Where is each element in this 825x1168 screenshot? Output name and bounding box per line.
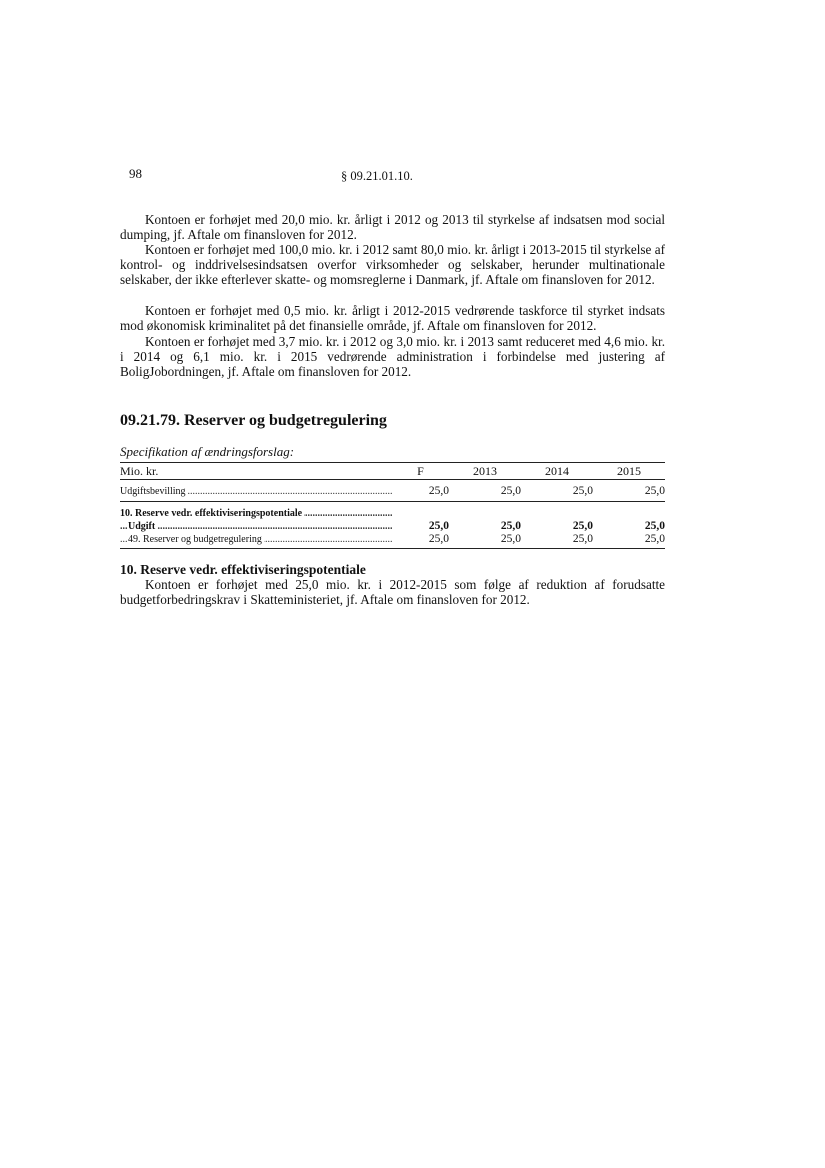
paragraph-closing: Kontoen er forhøjet med 25,0 mio. kr. i 2012-2015 som følge af reduktion af forudsatte budgetforbedringskrav i Skatteministeriet, jf. Aftale om finansloven for 2012. bbox=[120, 577, 665, 608]
row-value-2013: 25,0 bbox=[500, 533, 521, 545]
row-value-2014: 25,0 bbox=[572, 520, 593, 532]
row-label: Udgiftsbevilling ..... bbox=[120, 485, 392, 498]
specification-table bbox=[120, 462, 665, 549]
row-value-f: 25,0 bbox=[428, 485, 449, 497]
row-label: Udgift ..... bbox=[120, 520, 392, 533]
row-value-2013: 25,0 bbox=[500, 520, 521, 532]
column-header-unit: Mio. kr. bbox=[120, 465, 159, 478]
section-heading: 09.21.79. Reserver og budgetregulering bbox=[120, 412, 387, 429]
row-value-2014: 25,0 bbox=[572, 485, 593, 497]
sub-heading: 10. Reserve vedr. effektiviseringspotentiale bbox=[120, 562, 366, 577]
table-row bbox=[120, 520, 665, 533]
row-value-2013: 25,0 bbox=[500, 485, 521, 497]
table-row bbox=[120, 480, 665, 502]
page-number: 98 bbox=[129, 166, 142, 181]
table-row bbox=[120, 502, 665, 520]
section-header: § 09.21.01.10. bbox=[341, 169, 413, 183]
column-header-2013: 2013 bbox=[473, 464, 497, 478]
paragraph-taskforce: Kontoen er forhøjet med 0,5 mio. kr. årligt i 2012-2015 vedrørende taskforce til styrket indsats mod økonomisk kriminalitet på det finansielle område, jf. Aftale om finansloven for 2012. bbox=[120, 303, 665, 334]
row-label: 49. Reserver og budgetregulering ..... bbox=[120, 533, 392, 546]
row-value-2015: 25,0 bbox=[644, 520, 665, 532]
column-header-2015: 2015 bbox=[617, 464, 641, 478]
paragraph-kontrol-indsats: Kontoen er forhøjet med 100,0 mio. kr. i 2012 samt 80,0 mio. kr. årligt i 2013-2015 til styrkelse af kontrol- og inddrivelsesindsatsen overfor virksomheder og selskaber, herunder multinationale selskaber, der ikke efterlever skatte- og momsreglerne i Danmark, jf. Aftale om finansloven for 2012. bbox=[120, 242, 665, 288]
paragraph-boligjob: Kontoen er forhøjet med 3,7 mio. kr. i 2012 og 3,0 mio. kr. i 2013 samt reduceret med 4,6 mio. kr. i 2014 og 6,1 mio. kr. i 2015 vedrørende administration i forbindelse med justering af BoligJobordningen, jf. Aftale om finansloven for 2012. bbox=[120, 334, 665, 380]
column-header-f: F bbox=[417, 464, 424, 478]
row-value-2015: 25,0 bbox=[644, 533, 665, 545]
paragraph-social-dumping: Kontoen er forhøjet med 20,0 mio. kr. årligt i 2012 og 2013 til styrkelse af indsatsen mod social dumping, jf. Aftale om finansloven for 2012. bbox=[120, 212, 665, 243]
specification-caption: Specifikation af ændringsforslag: bbox=[120, 444, 295, 459]
table-row bbox=[120, 533, 665, 549]
row-label: 10. Reserve vedr. effektiviseringspotentiale ..... bbox=[120, 507, 392, 520]
row-value-2015: 25,0 bbox=[644, 485, 665, 497]
table-header-row bbox=[120, 462, 665, 480]
row-value-2014: 25,0 bbox=[572, 533, 593, 545]
column-header-2014: 2014 bbox=[545, 464, 569, 478]
row-value-f: 25,0 bbox=[428, 520, 449, 532]
row-value-f: 25,0 bbox=[428, 533, 449, 545]
